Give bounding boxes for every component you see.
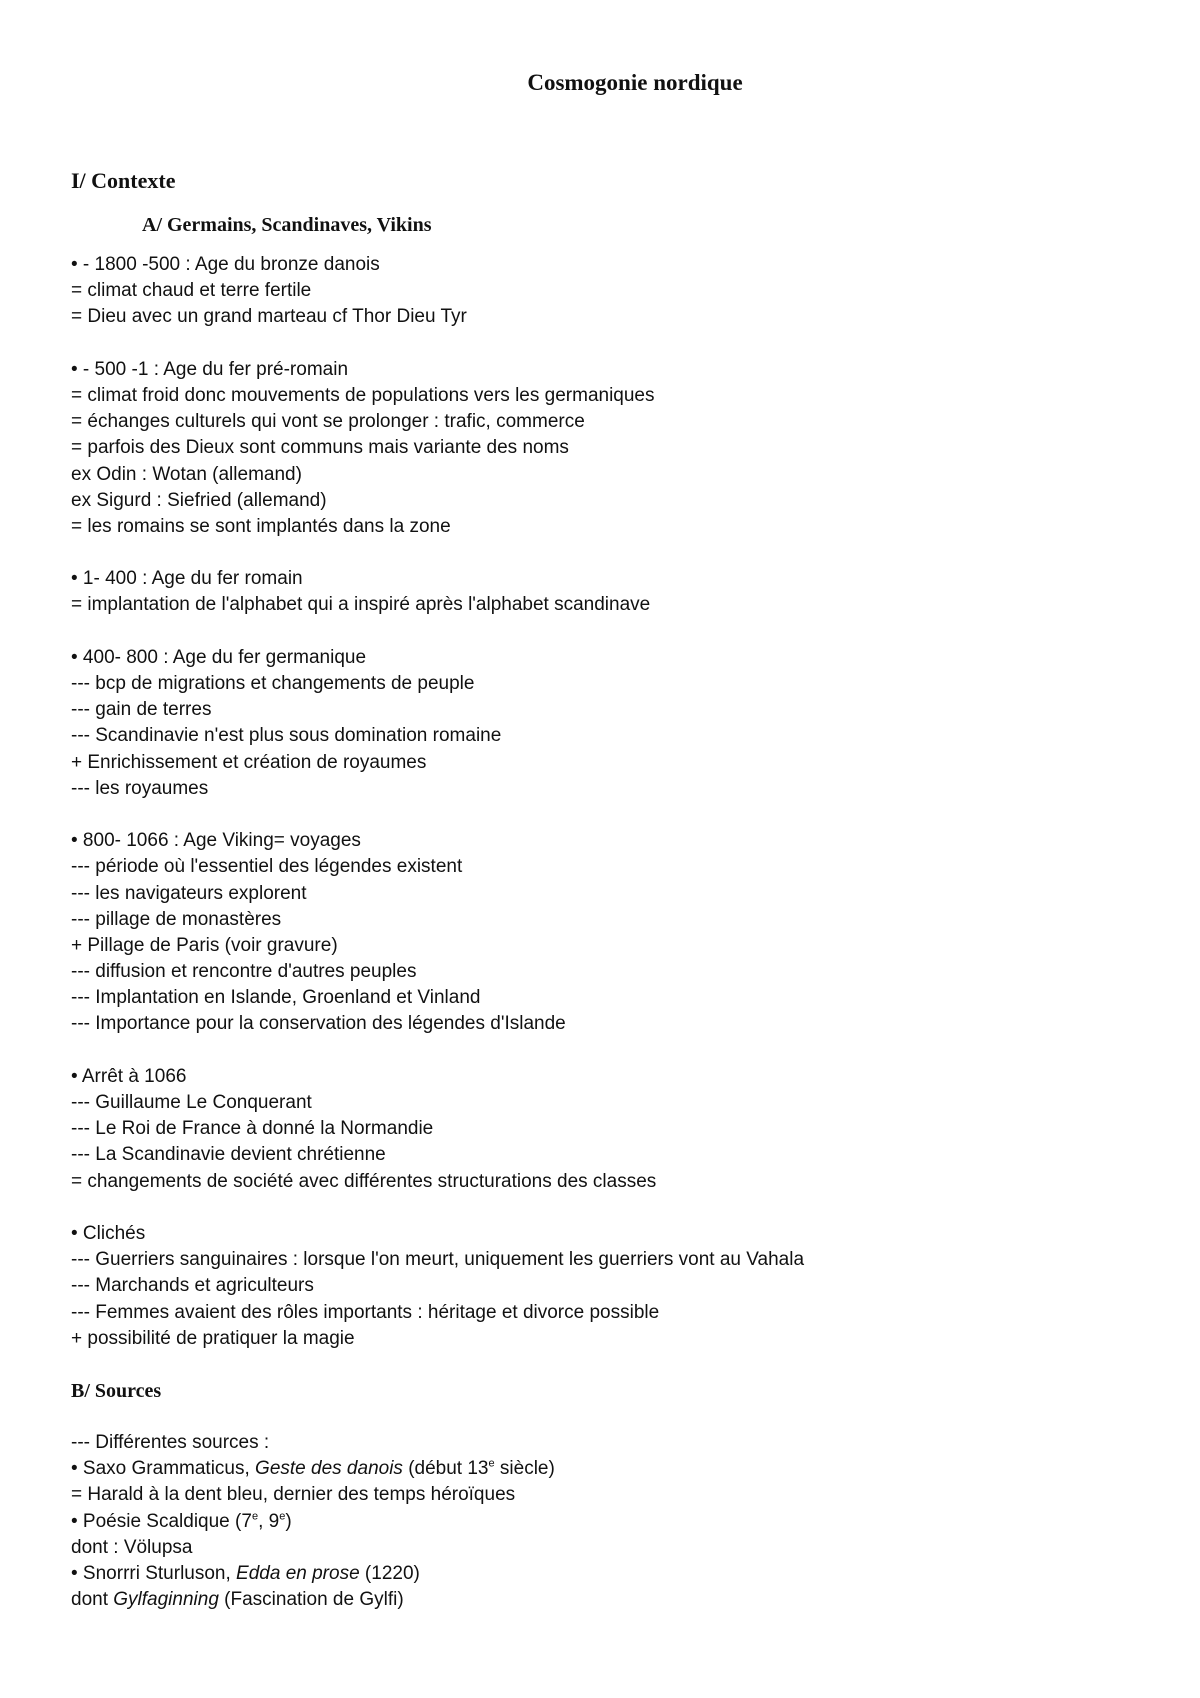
timeline-detail-line: = Dieu avec un grand marteau cf Thor Dieu Tyr (71, 306, 467, 328)
paragraph-gap (71, 802, 1151, 828)
timeline-detail-line: --- pillage de monastères (71, 908, 282, 930)
timeline-detail-line: --- bcp de migrations et changements de peuple (71, 673, 475, 694)
timeline-detail-line: --- Le Roi de France à donné la Normandie (71, 1118, 434, 1140)
timeline-block (71, 1221, 1151, 1352)
timeline-detail-line: --- les navigateurs explorent (71, 882, 307, 904)
timeline-period-line: • 1- 400 : Age du fer romain (71, 568, 303, 590)
source-gylfi-work: Gylfaginning (113, 1589, 219, 1611)
timeline-blocks (71, 252, 1151, 1352)
timeline-detail-line: = parfois des Dieux sont communs mais variante des noms (71, 437, 569, 459)
subsection-heading-germains: A/ Germains, Scandinaves, Vikins (142, 214, 432, 236)
timeline-period-line: • Clichés (71, 1222, 146, 1244)
source-snorri-line (71, 1561, 1151, 1587)
paragraph-gap (71, 1195, 1151, 1221)
paragraph-gap (71, 331, 1151, 357)
timeline-block (71, 1064, 1151, 1195)
source-saxo-prefix: • Saxo Grammaticus, (71, 1458, 256, 1480)
timeline-detail-line: --- Guillaume Le Conquerant (71, 1092, 312, 1113)
timeline-block (71, 566, 1151, 618)
source-saxo-line (71, 1456, 1151, 1482)
timeline-detail-line: --- Scandinavie n'est plus sous domination romaine (71, 725, 502, 747)
section-heading-contexte: I/ Contexte (71, 168, 176, 193)
subsection-heading-sources: B/ Sources (71, 1380, 162, 1403)
source-poesie-line (71, 1509, 1151, 1535)
source-gylfi-prefix: dont (71, 1589, 114, 1611)
timeline-block (71, 357, 1151, 540)
timeline-detail-line: = implantation de l'alphabet qui a inspiré après l'alphabet scandinave (71, 594, 651, 616)
timeline-detail-line: --- diffusion et rencontre d'autres peuples (71, 961, 417, 983)
source-volupsa-line: dont : Völupsa (71, 1536, 193, 1558)
timeline-detail-line: = climat froid donc mouvements de populations vers les germaniques (71, 384, 655, 406)
timeline-block (71, 252, 1151, 331)
source-poesie-mid: , 9 (258, 1510, 280, 1532)
source-poesie-suffix: ) (285, 1510, 292, 1532)
timeline-period-line: • 800- 1066 : Age Viking= voyages (71, 830, 361, 852)
timeline-period-line: • 400- 800 : Age du fer germanique (71, 646, 367, 668)
timeline-detail-line: = climat chaud et terre fertile (71, 280, 312, 302)
timeline-detail-line: --- les royaumes (71, 777, 209, 799)
timeline-detail-line: = changements de société avec différentes structurations des classes (71, 1170, 657, 1192)
timeline-period-line: • Arrêt à 1066 (71, 1065, 187, 1087)
source-poesie-sup2: e (279, 1510, 286, 1523)
timeline-detail-line: --- Importance pour la conservation des légendes d'Islande (71, 1013, 566, 1035)
source-gylfi-suffix: (Fascination de Gylfi) (218, 1589, 404, 1611)
paragraph-gap (71, 540, 1151, 566)
document-title: Cosmogonie nordique (527, 70, 743, 95)
timeline-period-line: • - 500 -1 : Age du fer pré-romain (71, 358, 349, 380)
paragraph-gap (71, 619, 1151, 645)
timeline-block (71, 828, 1151, 1038)
source-snorri-suffix: (1220) (359, 1563, 420, 1584)
timeline-period-line: • - 1800 -500 : Age du bronze danois (71, 254, 380, 275)
timeline-detail-line: --- Guerriers sanguinaires : lorsque l'on meurt, uniquement les guerriers vont au Vahala (71, 1249, 805, 1271)
timeline-detail-line: + Enrichissement et création de royaumes (71, 751, 427, 773)
timeline-detail-line: --- gain de terres (71, 699, 212, 721)
timeline-detail-line: = échanges culturels qui vont se prolonger : trafic, commerce (71, 411, 585, 433)
document-body (71, 168, 1151, 1613)
timeline-block (71, 645, 1151, 802)
source-poesie-sup1: e (251, 1510, 259, 1523)
source-saxo-work: Geste des danois (255, 1458, 403, 1480)
timeline-detail-line: --- Implantation en Islande, Groenland et Vinland (71, 987, 481, 1009)
timeline-detail-line: --- période où l'essentiel des légendes existent (71, 856, 463, 878)
timeline-detail-line: --- Marchands et agriculteurs (71, 1275, 314, 1297)
timeline-detail-line: + Pillage de Paris (voir gravure) (71, 934, 338, 956)
source-saxo-suffix-post: siècle) (494, 1458, 555, 1480)
source-harald-line: = Harald à la dent bleu, dernier des temps héroïques (71, 1484, 516, 1506)
paragraph-gap (71, 1352, 1151, 1378)
source-snorri-work: Edda en prose (236, 1563, 360, 1584)
timeline-detail-line: ex Sigurd : Siefried (allemand) (71, 489, 327, 511)
timeline-detail-line: --- Femmes avaient des rôles importants : héritage et divorce possible (71, 1301, 660, 1323)
timeline-detail-line: ex Odin : Wotan (allemand) (71, 463, 302, 485)
source-snorri-prefix: • Snorrri Sturluson, (71, 1563, 237, 1584)
timeline-detail-line: + possibilité de pratiquer la magie (71, 1327, 355, 1349)
source-poesie-prefix: • Poésie Scaldique (7 (71, 1510, 252, 1532)
source-saxo-sup: e (488, 1457, 495, 1470)
source-gylfi-line (71, 1587, 1151, 1613)
source-saxo-suffix-pre: (début 13 (402, 1458, 489, 1480)
timeline-detail-line: --- La Scandinavie devient chrétienne (71, 1144, 386, 1166)
timeline-detail-line: = les romains se sont implantés dans la zone (71, 515, 451, 537)
sources-intro-line: --- Différentes sources : (71, 1432, 270, 1454)
paragraph-gap (71, 1038, 1151, 1064)
